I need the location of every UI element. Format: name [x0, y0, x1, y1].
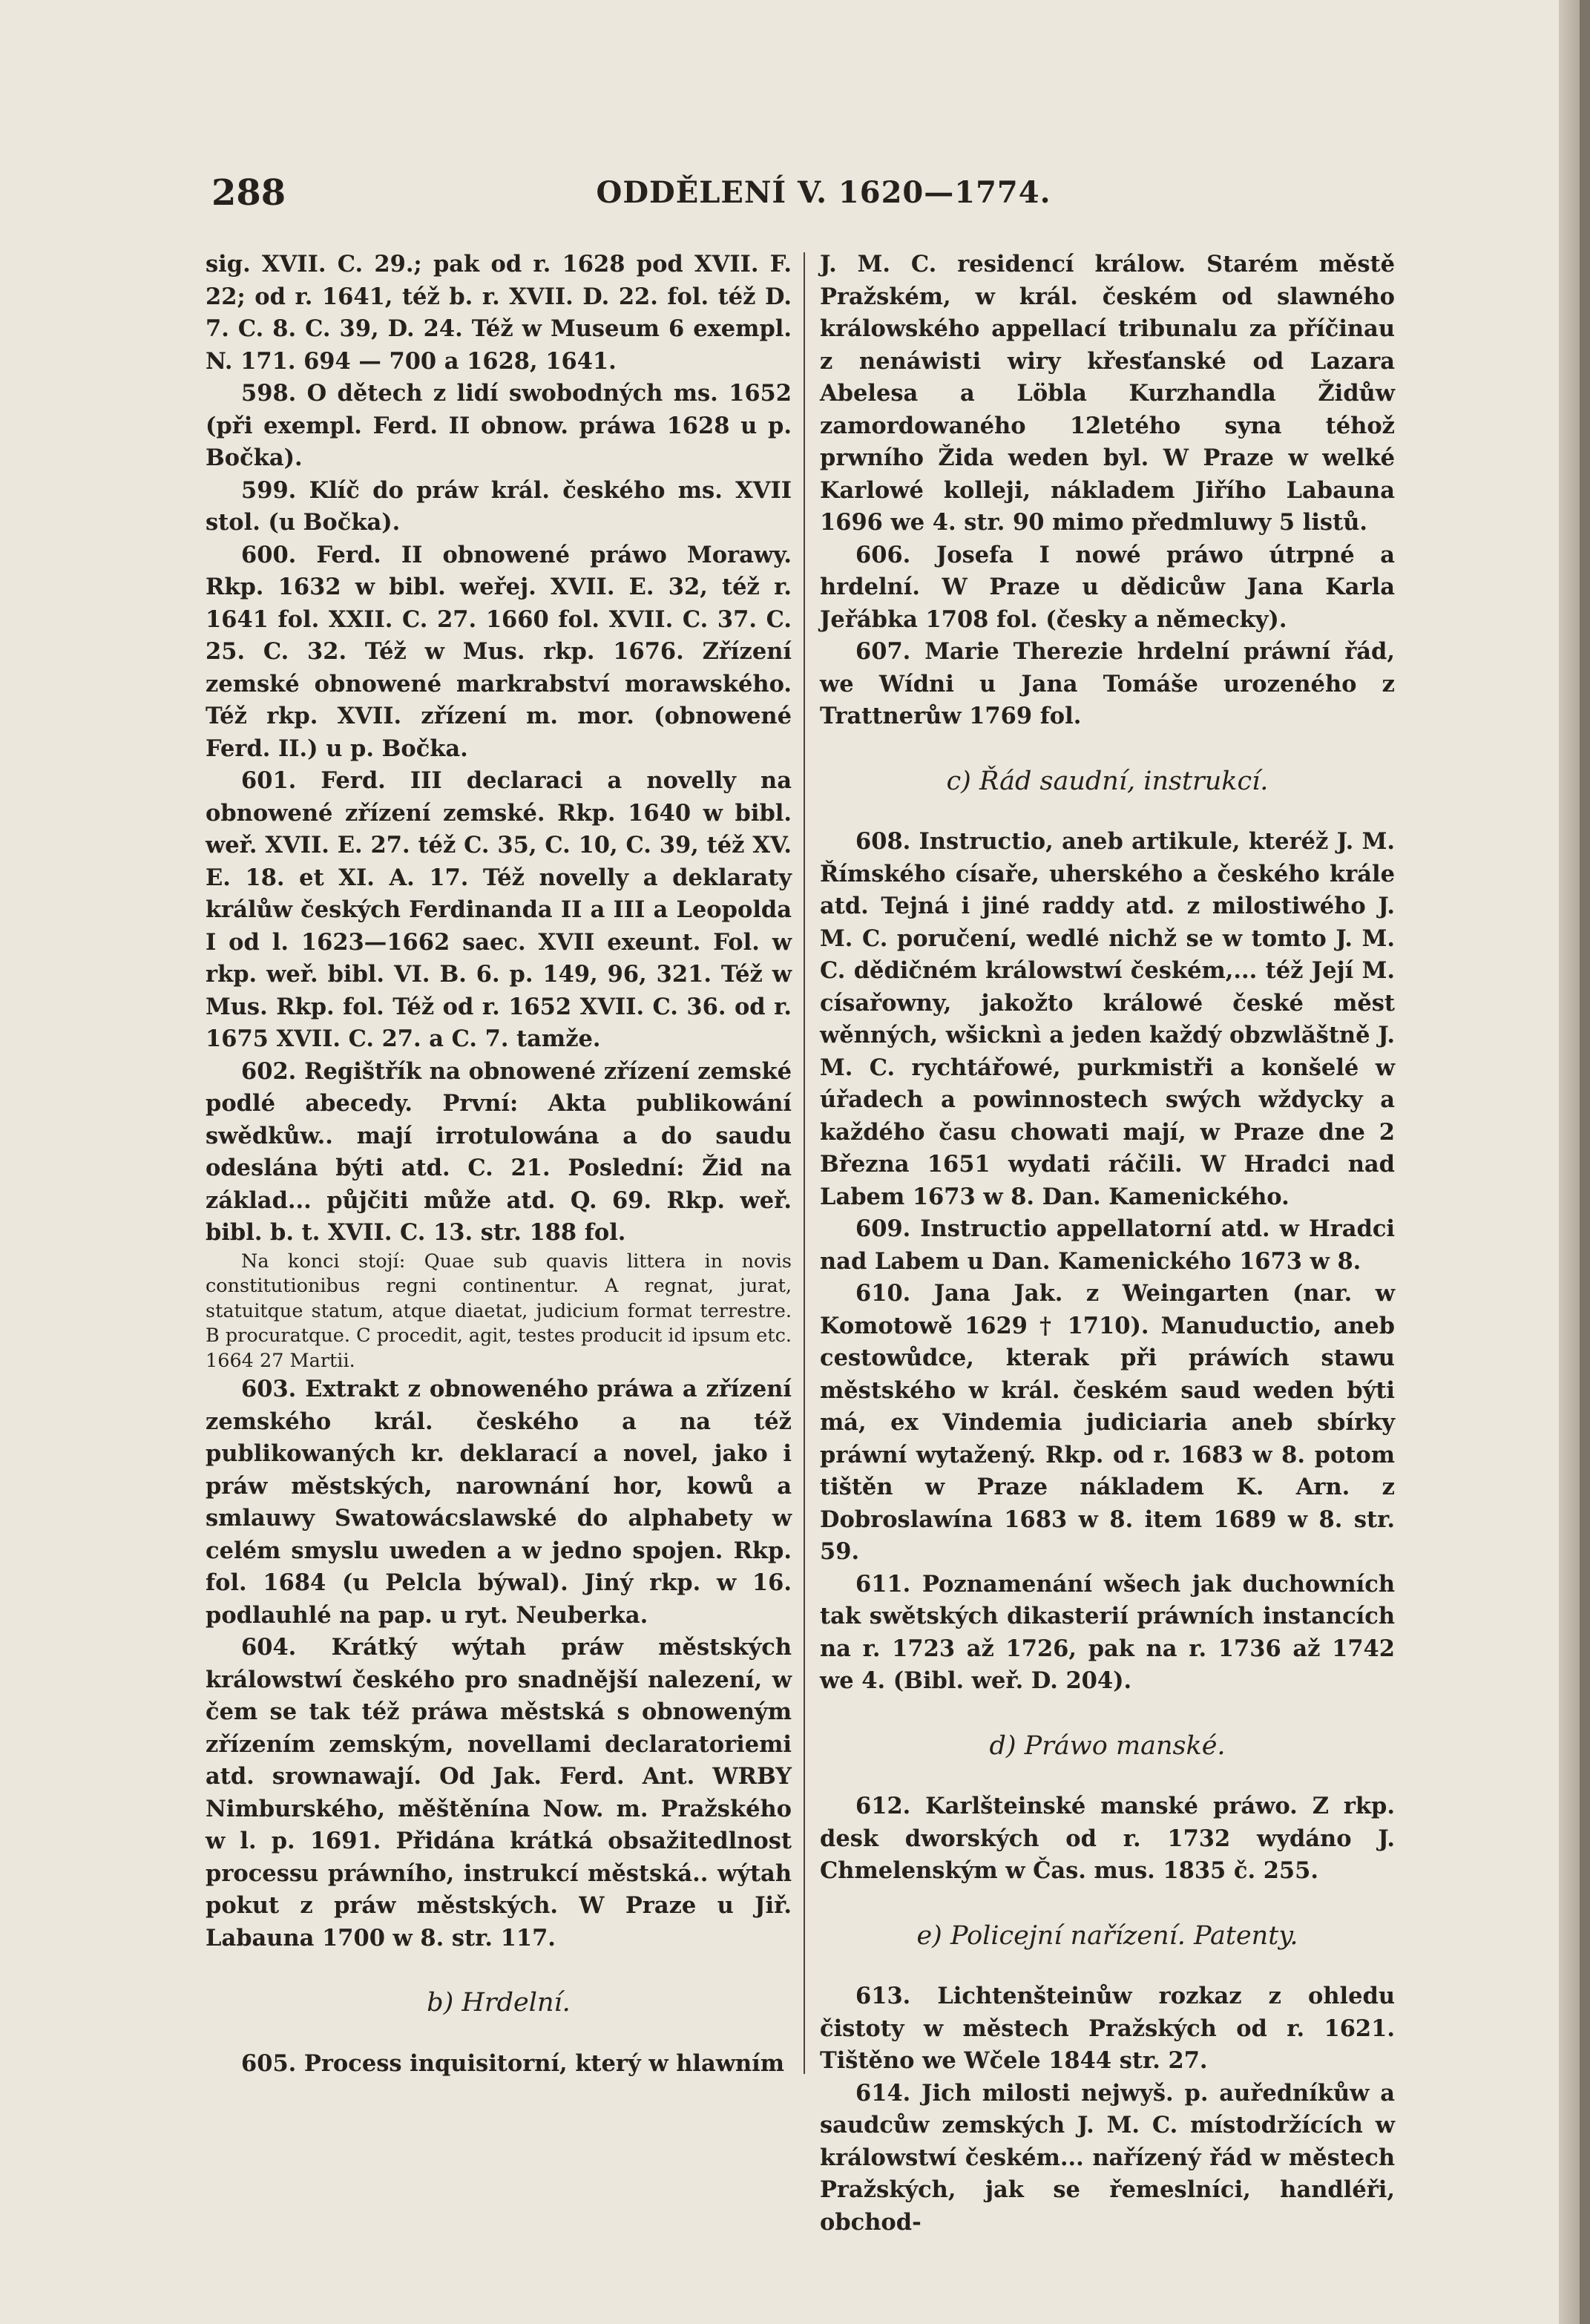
entry-607: 607. Marie Therezie hrdelní práwní řád, we Wídni u Jana Tomáše urozeného z Trattnerůw 1769 fol. [820, 638, 1395, 729]
entry-598: 598. O dětech z lidí swobodných ms. 1652 (při exempl. Ferd. II obnow. práwa 1628 u p. Bočka). [206, 380, 792, 471]
section-heading-d: d) Práwo manské. [989, 1730, 1226, 1761]
entry-602-note: Na konci stojí: Quae sub quavis littera in novis constitutionibus regni continentur. A regnat, jurat, statuitque statum, atque diaetat, judicium format terrestre. B procuratque. C procedit, agit, testes producit id ipsum etc. 1664 27 Martii. [206, 1250, 792, 1372]
entry-602: 602. Regištřík na obnowené zřízení zemské podlé abecedy. První: Akta publikowání swědkůw.. mají irrotulowána a do saudu odeslána býti atd. C. 21. Poslední: Žid na základ... půjčiti může atd. Q. 69. Rkp. weř. bibl. b. t. XVII. C. 13. str. 188 fol. [206, 1057, 792, 1246]
section-heading-c: c) Řád saudní, instrukcí. [946, 766, 1269, 796]
entry-614: 614. Jich milosti nejwyš. p. auředníkůw a saudcůw zemských J. M. C. místodržících w králowstwí českém... nařízený řád w městech Pražských, jak se řemeslníci, handléři, obchod- [820, 2079, 1395, 2236]
entry-599: 599. Klíč do práw král. českého ms. XVII stol. (u Bočka). [206, 476, 792, 536]
book-spine-edge [1580, 0, 1590, 2324]
right-column [820, 249, 1395, 2239]
entry-609: 609. Instructio appellatorní atd. w Hradci nad Labem u Dan. Kamenického 1673 w 8. [820, 1215, 1395, 1275]
page-header [211, 172, 1436, 217]
running-head: ODDĚLENÍ V. 1620—1774. [596, 175, 1051, 210]
entry-608: 608. Instructio, aneb artikule, kteréž J. M. Římského císaře, uherského a českého krále atd. Tejná i jiné raddy atd. z milostiwého J. M. C. poručení, wedlé nichž se w tomto J. M. C. dědičném králowstwí českém,... též Její M. císařowny, jakožto králowé české měst wěnných, wšicknì a jeden každý obzwlăštně J. M. C. rychtářowé, purkmistři a konšelé w úřadech a powinnostech swých wždycky a každého času chowati mají, w Praze dne 2 Března 1651 wydati ráčili. W Hradci nad Labem 1673 w 8. Dan. Kamenického. [820, 828, 1395, 1210]
entry-603: 603. Extrakt z obnoweného práwa a zřízení zemského král. českého a na též publikowaných kr. deklarací a novel, jako i práw městských, narownání hor, kowů a smlauwy Swatowácslawské do alphabety w celém smyslu uweden a w jedno spojen. Rkp. fol. 1684 (u Pelcla býwal). Jiný rkp. w 16. podlauhlé na pap. u ryt. Neuberka. [206, 1376, 792, 1629]
entry-611: 611. Poznamenání wšech jak duchowních tak swětských dikasterií práwních instancích na r. 1723 až 1726, pak na r. 1736 až 1742 we 4. (Bibl. weř. D. 204). [820, 1570, 1395, 1694]
column-divider [804, 252, 805, 2074]
entry-606: 606. Josefa I nowé práwo útrpné a hrdelní. W Praze u dědicůw Jana Karla Jeřábka 1708 fol. (česky a německy). [820, 541, 1395, 633]
entry-612: 612. Karlšteinské manské práwo. Z rkp. desk dworských od r. 1732 wydáno J. Chmelenským w Čas. mus. 1835 č. 255. [820, 1793, 1395, 1884]
left-column [206, 249, 792, 2080]
entry-610: 610. Jana Jak. z Weingarten (nar. w Komotowě 1629 † 1710). Manuductio, aneb cestowůdce, kterak při práwích stawu městského w král. českém saud weden býti má, ex Vindemia judiciaria aneb sbírky práwní wytažený. Rkp. od r. 1683 w 8. potom tištěn w Praze nákladem K. Arn. z Dobroslawína 1683 w 8. item 1689 w 8. str. 59. [820, 1280, 1395, 1565]
entry-613: 613. Lichtenšteinůw rozkaz z ohledu čistoty w městech Pražských od r. 1621. Tištěno we Wčele 1844 str. 27. [820, 1983, 1395, 2074]
entry-597-continuation: sig. XVII. C. 29.; pak od r. 1628 pod XVII. F. 22; od r. 1641, též b. r. XVII. D. 22. fol. též D. 7. C. 8. C. 39, D. 24. Též w Museum 6 exempl. N. 171. 694 — 700 a 1628, 1641. [206, 251, 792, 375]
entry-605-start: 605. Process inquisitorní, který w hlawním [241, 2049, 785, 2077]
entry-600: 600. Ferd. II obnowené práwo Morawy. Rkp. 1632 w bibl. weřej. XVII. E. 32, též r. 1641 fol. XXII. C. 27. 1660 fol. XVII. C. 37. C. 25. C. 32. Též w Mus. rkp. 1676. Zřízení zemské obnowené markrabství morawského. Též rkp. XVII. zřízení m. mor. (obnowené Ferd. II.) u p. Bočka. [206, 541, 792, 762]
entry-601: 601. Ferd. III declaraci a novelly na obnowené zřízení zemské. Rkp. 1640 w bibl. weř. XVII. E. 27. též C. 35, C. 10, C. 39, též XV. E. 18. et XI. A. 17. Též novelly a deklaraty králůw českých Ferdinanda II a III a Leopolda I od l. 1623—1662 saec. XVII exeunt. Fol. w rkp. weř. bibl. VI. B. 6. p. 149, 96, 321. Též w Mus. Rkp. fol. Též od r. 1652 XVII. C. 36. od r. 1675 XVII. C. 27. a C. 7. tamže. [206, 767, 792, 1052]
section-heading-e: e) Policejní nařízení. Patenty. [916, 1920, 1298, 1951]
entry-605-continuation: J. M. C. residencí králow. Starém městě Pražském, w král. českém od slawného králowského appellací tribunalu za příčinau z nenáwisti wiry křesťanské od Lazara Abelesa a Löbla Kurzhandla Židůw zamordowaného 12letého syna téhož prwního Žida weden byl. W Praze w welké Karlowé kolleji, nákladem Jiřího Labauna 1696 we 4. str. 90 mimo předmluwy 5 listů. [820, 251, 1395, 536]
section-heading-b: b) Hrdelní. [427, 1988, 571, 2018]
entry-604: 604. Krátký wýtah práw městských králowstwí českého pro snadnější nalezení, w čem se tak též práwa městská s obnoweným zřízením zemským, novellami declaratoriemi atd. srownawají. Od Jak. Ferd. Ant. WRBY Nimburského, měštěnína Now. m. Pražského w l. p. 1691. Přidána krátká obsažitedlnost processu práwního, instrukcí městská.. wýtah pokut z práw městských. W Praze u Jiř. Labauna 1700 w 8. str. 117. [206, 1634, 792, 1952]
page-number: 288 [211, 172, 286, 214]
